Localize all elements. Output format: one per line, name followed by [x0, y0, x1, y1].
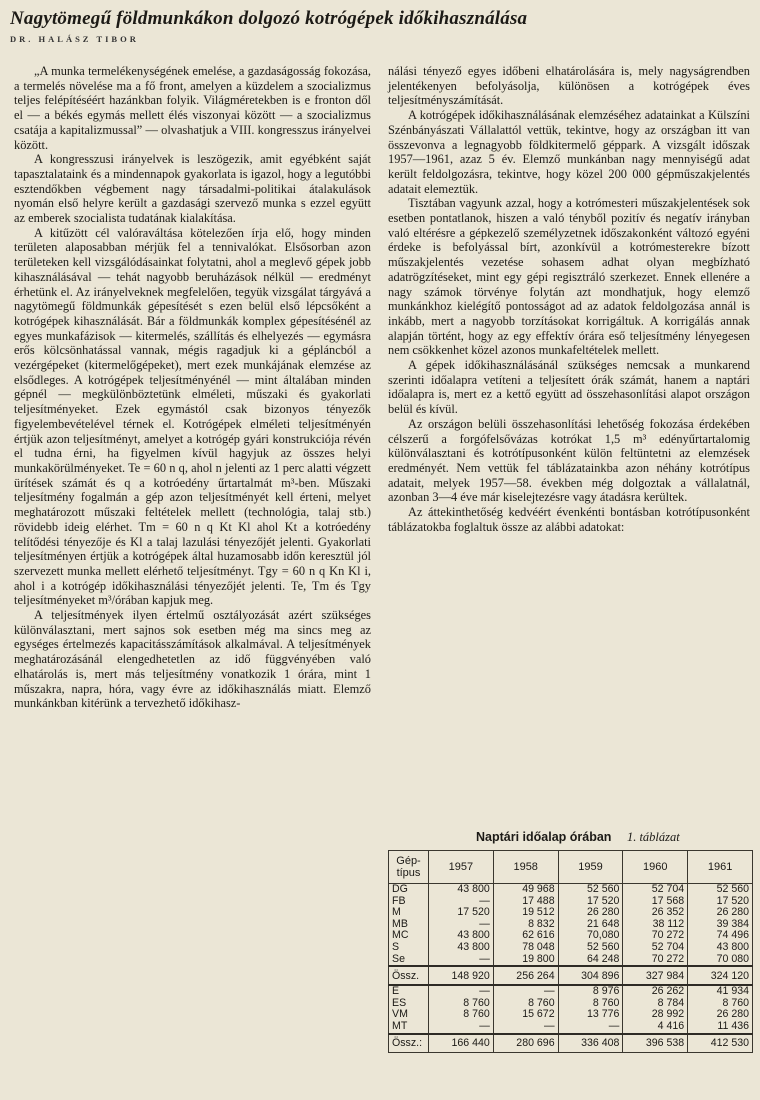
paragraph: Az országon belüli összehasonlítási lehetőség fokozása érdekében célszerű a forgófelsővázas kotrókat 1,5 m³ edényűrtartalomig különválasztani és kotrótípusonként külön feltüntetni az elemzések eredményét. Nem vettük fel táblázatainkba azon néhány kotrótípus adatait, melyek 1957—58. években még dolgoztak a vállalatnál, azonban 3—4 éve már kiselejtezésre vagy átadásra kerültek.	[388, 416, 750, 505]
paragraph: Tisztában vagyunk azzal, hogy a kotrómesteri műszakjelentések sok esetben pontatlanok, hiszen a való tényből pozitív és negatív irányban való eltérésre a gépkezelő személyzetnek időszakonként változó egyéni érdeke is befolyással bírt, azonkívül a kotrómesterekre bízott műszakjelentés vezetése sohasem adhat olyan megbízható adatrögzítéseket, mint egy gépi regisztráló szerkezet. Ennek ellenére a nagy számok törvénye folytán azt mondhatjuk, hogy elemző munkánkhoz kielégítő pontosságot ad az adatok feldolgozása annál is inkább, mert a nagyobb torzításokat korrigáltuk. A korrigálás annak alapján történt, hogy az egy effektív órára eső teljesítmény lényegesen nem csökkenhet közel azonos munkafeltételek mellett.	[388, 196, 750, 358]
value-cell	[688, 884, 753, 967]
table-cell-value: 304 896	[581, 969, 620, 982]
table-group-1	[389, 884, 753, 967]
table-cell-value: —	[479, 952, 490, 965]
table-cell-value: Se	[392, 952, 405, 965]
value-cell	[623, 884, 688, 967]
table-cell-value: MB	[392, 917, 408, 930]
value-cell	[688, 1034, 753, 1053]
table-cell-value: 26 352	[651, 906, 685, 919]
paragraph: A kongresszusi irányelvek is leszögezik, amit egyébként saját tapasztalataink és a mindennapok gyakorlata is igazol, hogy a legutóbbi esztendőkben végbement nagy társadalmi-politikai átalakulások nyomán első helyre került a gazdasági szervező munka s ezzel együtt az emberek szocialista tudatának kialakítása.	[14, 152, 371, 226]
paragraph: A kotrógépek időkihasználásának elemzéséhez adatainkat a Külszíni Szénbányászati Vállalattól vettük, tekintve, hogy az országban itt van összevonva a legnagyobb földkitermelő géppark. A vizsgált időszak 1957—1961, azaz 5 év. Elemző munkánban nagy mennyiségű adat került feldolgozásra, tekintve, hogy közel 200 000 gépműszakjelentés adatait elemeztük.	[388, 108, 750, 196]
author-byline: DR. HALÁSZ TIBOR	[10, 34, 139, 44]
table-cell-value: 17 568	[651, 894, 685, 907]
table-cell-value: Össz.	[392, 969, 420, 982]
table-cell-value: 324 120	[710, 969, 749, 982]
paragraph: Az áttekinthetőség kedvéért évenkénti bontásban kotrótípusonként táblázatokba foglaltuk össze az alábbi adatokat:	[388, 505, 750, 534]
value-cell	[493, 1034, 558, 1053]
header-year: 1957	[429, 851, 494, 884]
table-cell-value: MC	[392, 929, 409, 942]
header-year: 1958	[493, 851, 558, 884]
table-cell-value: 11 436	[717, 1019, 749, 1032]
table-cell-value: 70,080	[586, 929, 620, 942]
header-year: 1961	[688, 851, 753, 884]
table-cell-value: —	[479, 985, 490, 998]
table-cell-value: 43 800	[457, 929, 490, 942]
row-labels-cell	[389, 966, 429, 985]
table-cell-value: 43 800	[716, 940, 749, 953]
table-cell-value: 8 760	[463, 1008, 490, 1021]
table-cell-value: 70 080	[716, 952, 749, 965]
table-cell-value: 64 248	[586, 952, 620, 965]
table-cell-value: MT	[392, 1019, 408, 1032]
table-cell-value: DG	[392, 883, 408, 895]
table-cell-value: 17 488	[522, 894, 555, 907]
table-cell-value: ES	[392, 996, 407, 1009]
header-type: Gép- típus	[389, 851, 429, 884]
table-cell-value: Össz.:	[392, 1037, 423, 1050]
table-cell-value: —	[479, 894, 490, 907]
table-cell-value: 17 520	[716, 894, 749, 907]
table-cell-value: 166 440	[451, 1037, 490, 1050]
group-row-1	[389, 884, 753, 967]
value-cell	[623, 1034, 688, 1053]
right-column	[388, 64, 750, 535]
table-cell-value: 4 416	[657, 1019, 685, 1032]
table-cell-value: 41 934	[716, 985, 749, 998]
table-cell-value: 52 560	[586, 883, 620, 895]
value-cell	[558, 884, 623, 967]
table-cell-value: 52 704	[651, 940, 685, 953]
header-year: 1960	[623, 851, 688, 884]
table-cell-value: —	[544, 985, 555, 998]
table-block	[388, 830, 753, 1053]
value-cell	[429, 884, 494, 967]
table-cell-value: 19 512	[522, 906, 555, 919]
value-cell	[623, 985, 688, 1033]
table-cell-value: 70 272	[651, 929, 685, 942]
table-cell-value: 8 832	[528, 917, 555, 930]
left-column	[14, 64, 371, 711]
value-cell	[558, 985, 623, 1033]
table-cell-value: VM	[392, 1008, 408, 1021]
table-caption	[476, 830, 753, 846]
table-cell-value: 28 992	[651, 1008, 685, 1021]
table-cell-value: 8 760	[592, 996, 620, 1009]
value-cell	[429, 966, 494, 985]
table-cell-value: 19 800	[522, 952, 555, 965]
table-number: 1. táblázat	[626, 830, 680, 844]
table-cell-value: 26 280	[716, 1008, 749, 1021]
table-cell-value: —	[479, 917, 490, 930]
table-cell-value: 74 496	[716, 929, 749, 942]
table-subtotal	[389, 966, 753, 985]
data-table	[388, 850, 753, 1053]
group-row-2	[389, 985, 753, 1033]
value-cell	[493, 966, 558, 985]
value-cell	[623, 966, 688, 985]
article-title: Nagytömegű földmunkákon dolgozó kotrógépek időkihasználása	[10, 8, 528, 29]
row-labels-cell	[389, 1034, 429, 1053]
row-labels-cell	[389, 884, 429, 967]
table-cell-value: 13 776	[586, 1008, 620, 1021]
table-cell-value: —	[479, 1019, 490, 1032]
paragraph: A kitűzött cél valóraváltása kötelezően írja elő, hogy minden területen alaposabban mérjük fel a tennivalókat. Elsősorban azon területeken kell vizsgálódásainkat folytatni, ahol a meglevő gépek jobb kihasználásával — tehát nagyobb beruházások nélkül — eredményt érhetünk el. Az irányelveknek megfelelően, tegyük vizsgálat tárgyává a nagytömegű földmunkák gépesítését s ezen belül első lépcsőként a kotrógépek kihasználását. Bár a földmunkák komplex gépesítésénél az egyes munkafázisok — kitermelés, szállítás és elhelyezés — egymásra erős kölcsönhatással vannak, mégis ragadjuk ki a gépláncból a vezérgépeket (kitermelőgépeket), mert ezek munkájának elemzése az elsődleges. A kotrógépek teljesítményénél — mint általában minden gépnél — megkülönböztetünk elméleti, műszaki és gyakorlati teljesítményeket. Ezek egymástól csak bizonyos tényezők figyelembevételével térnek el. Kotrógépek elméleti teljesítményén értjük azon teljesítményt, amelyet a kotrógép gyári konstrukciója révén el tudna érni, ha figyelmen kívül hagyjuk az összes helyi munkakörülményeket. Te = 60 n q, ahol n jelenti az 1 perc alatti végzett ürítések számát és q a kotróedény űrtartalmát m³-ben. Műszaki teljesítmény fogalmán a gép azon teljesítményét kell érteni, melyet meghatározott műszaki feltételek mellett (technológia, talaj stb.) rövidebb ideig elérhet. Tm = 60 n q Kt Kl ahol Kt a kotróedény telítődési tényezője és Kl a talaj lazulási tényezőjét jelenti. Gyakorlati teljesítményen értjük a kotrógépek által huzamosabb időn keresztül jól szervezett munka mellett elérhető teljesítményt. Tgy = 60 n q Kn Kl i, ahol i a kotrógép időkihasználási tényezőjét jelenti. Te, Tm és Tgy teljesítményeket m³/órában kapjuk meg.	[14, 225, 371, 608]
table-header-row	[389, 851, 753, 884]
table-total	[389, 1034, 753, 1053]
table-cell-value: E	[392, 985, 400, 998]
value-cell	[688, 966, 753, 985]
table-cell-value: 8 760	[722, 996, 749, 1009]
table-cell-value: 52 704	[651, 883, 685, 895]
value-cell	[493, 985, 558, 1033]
table-cell-value: 39 384	[716, 917, 749, 930]
table-cell-value: FB	[392, 894, 406, 907]
table-cell-value: 8 760	[528, 996, 555, 1009]
value-cell	[688, 985, 753, 1033]
table-cell-value: 17 520	[586, 894, 620, 907]
table-cell-value: 8 784	[657, 996, 685, 1009]
table-cell-value: 396 538	[645, 1037, 685, 1050]
table-cell-value: 26 262	[651, 985, 685, 998]
table-cell-value: 52 560	[586, 940, 620, 953]
table-cell-value: 17 520	[457, 906, 490, 919]
table-cell-value: —	[608, 1019, 620, 1032]
table-cell-value: 8 760	[463, 996, 490, 1009]
table-cell-value: 78 048	[522, 940, 555, 953]
paragraph: nálási tényező egyes időbeni elhatárolására is, mely nagyságrendben jelentékenyen befolyásolja, különösen a kotrógépek éves teljesítményszámítását.	[388, 64, 750, 108]
table-cell-value: 62 616	[522, 929, 555, 942]
value-cell	[558, 966, 623, 985]
table-cell-value: —	[544, 1019, 555, 1032]
table-cell-value: 8 976	[592, 985, 620, 998]
table-cell-value: 21 648	[586, 917, 620, 930]
header-year: 1959	[558, 851, 623, 884]
value-cell	[429, 985, 494, 1033]
table-cell-value: 52 560	[716, 883, 749, 895]
table-cell-value: 70 272	[651, 952, 685, 965]
table-cell-value: 327 984	[645, 969, 685, 982]
table-cell-value: S	[392, 940, 400, 953]
table-cell-value: 336 408	[581, 1037, 620, 1050]
table-cell-value: M	[392, 906, 401, 919]
value-cell	[429, 1034, 494, 1053]
subtotal-row	[389, 966, 753, 985]
paragraph: „A munka termelékenységének emelése, a gazdaságosság fokozása, a termelés növelése ma a fő front, amelyen a küzdelem a szocializmus teljes felépítéséért hazánkban folyik. Világméretekben is e fronton dől el — a békés egymás mellett élés viszonyai között — a szocializmus csatája a kapitalizmussal” — olvashatjuk a VIII. kongresszus irányelvei között.	[14, 64, 371, 152]
table-cell-value: 412 530	[710, 1037, 749, 1050]
table-caption-text: Naptári időalap órában	[476, 830, 612, 844]
table-cell-value: 43 800	[457, 940, 490, 953]
table-cell-value: 43 800	[457, 883, 490, 895]
table-cell-value: 49 968	[522, 883, 555, 895]
table-cell-value: 256 264	[516, 969, 555, 982]
table-group-2	[389, 985, 753, 1033]
table-cell-value: 148 920	[451, 969, 490, 982]
table-cell-value: 38 112	[652, 917, 685, 930]
value-cell	[558, 1034, 623, 1053]
table-cell-value: 280 696	[516, 1037, 555, 1050]
table-cell-value: 26 280	[716, 906, 749, 919]
paragraph: A teljesítmények ilyen értelmű osztályozását azért szükséges különválasztani, mert sajnos sok esetben még ma sincs meg az egységes értelmezés kapacitásszámítások alkalmával. A teljesítmények meghatározásánál elengedhetetlen az idő függvényében való elhatárolás is, mert más teljesítmény vonatkozik 1 órára, mint 1 műszakra, napra, hóra, vagy évre az időkihasználás miatt. Elemző munkánkban kitérünk a tervezhető időkihasz-	[14, 608, 371, 711]
total-row	[389, 1034, 753, 1053]
table-cell-value: 26 280	[586, 906, 620, 919]
table-cell-value: 15 672	[522, 1008, 555, 1021]
row-labels-cell	[389, 985, 429, 1033]
paragraph: A gépek időkihasználásánál szükséges nemcsak a munkarend szerinti időalapra vetíteni a teljesített órák számát, hanem a naptári időalapra is, mert ez a kettő együtt ad összehasonlítási alapot országon belül és kívül.	[388, 358, 750, 417]
value-cell	[493, 884, 558, 967]
